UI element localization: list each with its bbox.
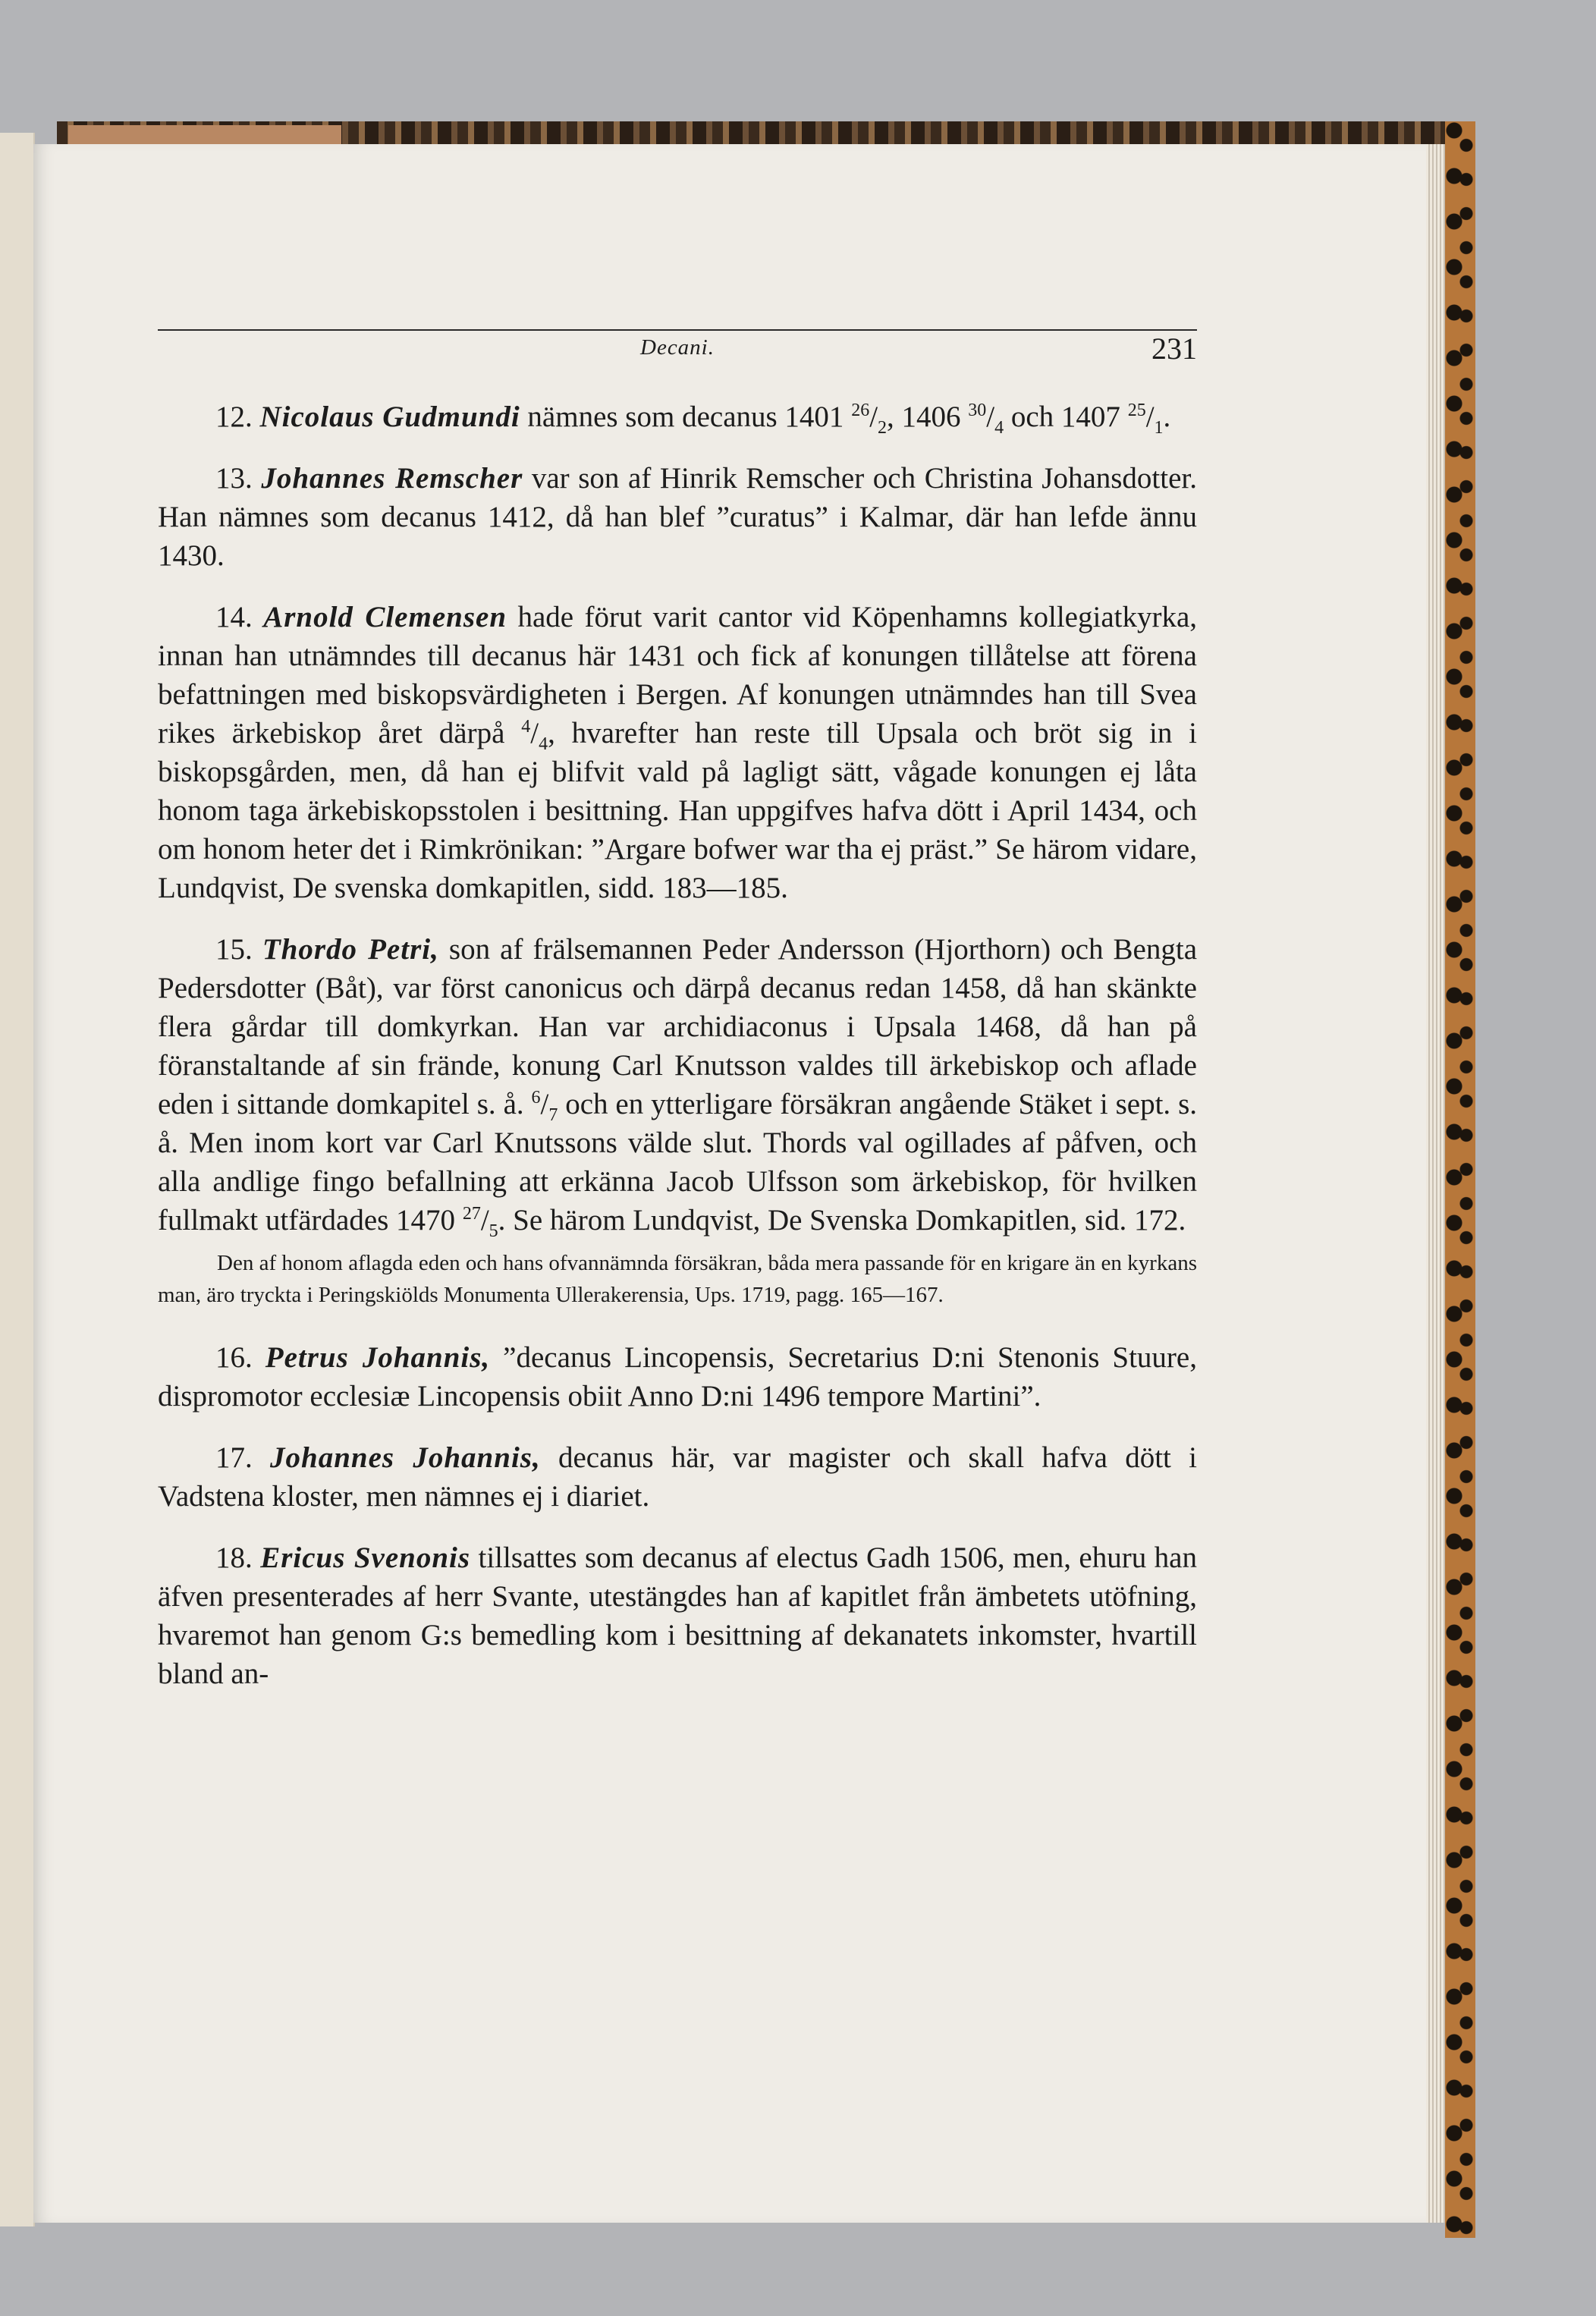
page-edges [1426, 144, 1447, 2223]
entry-name: Nicolaus Gudmundi [259, 401, 520, 433]
facing-page-edge [0, 133, 35, 2226]
running-header [158, 329, 1197, 379]
running-title: Decani. [640, 335, 715, 360]
entry-15-footnote: Den af honom aflagda eden och hans ofvannämnda försäkran, båda mera passande för en krigare än en kyrkans man, äro tryckta i Peringskiölds Monumenta Ullerakerensia, Ups. 1719, pagg. 165—167. [158, 1251, 1197, 1307]
header-rule [158, 329, 1197, 331]
entry-name: Johannes Johannis, [270, 1441, 541, 1474]
page-number: 231 [1151, 332, 1197, 366]
page-content [158, 281, 1197, 1716]
entry-13: 13. Johannes Remscher var son af Hinrik Remscher och Christina Johansdotter. Han nämnes som decanus 1412, då han blef ”curatus” i Kalmar, där han lefde ännu 1430. [158, 462, 1197, 572]
entry-17: 17. Johannes Johannis, decanus här, var magister och skall hafva dött i Vadstena kloster, men nämnes ej i diariet. [158, 1441, 1197, 1513]
entry-name: Ericus Svenonis [260, 1541, 471, 1574]
entry-name: Johannes Remscher [261, 462, 523, 495]
entry-14: 14. Arnold Clemensen hade förut varit cantor vid Köpenhamns kollegiatkyrka, innan han utnämndes till decanus här 1431 och fick af konungen tillåtelse att förena befattningen med biskopsvärdigheten i Bergen. Af konungen utnämndes han till Svea rikes ärkebiskop året därpå $^4/_4$, hvarefter han reste till Upsala och bröt sig in i biskopsgården, men, då han ej blifvit vald på lagligt sätt, vågade konungen ej låta honom taga ärkebiskopsstolen i besittning. Han uppgifves hafva dött i April 1434, och om honom heter det i Rimkrönikan: ”Argare bofwer war tha ej präst.” Se härom vidare, Lundqvist, De svenska domkapitlen, sidd. 183—185. [158, 601, 1198, 904]
leather-corner [68, 125, 341, 145]
entry-16: 16. Petrus Johannis, ”decanus Lincopensis, Secretarius D:ni Stenonis Stuure, dispromotor ecclesiæ Lincopensis obiit Anno D:ni 1496 tempore Martini”. [158, 1341, 1197, 1413]
marbled-cover-edge [1445, 121, 1475, 2238]
entry-name: Thordo Petri, [262, 933, 439, 966]
entry-name: Arnold Clemensen [263, 601, 507, 633]
entry-18: 18. Ericus Svenonis tillsattes som decanus af electus Gadh 1506, men, ehuru han äfven presenterades af herr Svante, utestängdes han af kapitlet från ämbetets utöfning, hvaremot han genom G:s bemedling kom i besittning af dekanatets inkomster, hvartill bland an- [158, 1541, 1197, 1690]
entry-15: 15. Thordo Petri, son af frälsemannen Peder Andersson (Hjorthorn) och Bengta Pedersdotter (Båt), var först canonicus och därpå decanus redan 1458, då han skänkte flera gårdar till domkyrkan. Han var archidiaconus i Upsala 1468, då han på föranstaltande af sin frände, konung Carl Knutsson valdes till ärkebiskop och aflade eden i sittande domkapitel s. å. $^6/_7$ och en ytterligare försäkran angående Stäket i sept. s. å. Men inom kort var Carl Knutssons välde slut. Thords val ogillades af påfven, och alla andlige fingo befallning att erkänna Jacob Ulfsson som ärkebiskop, för hvilken fullmakt utfärdades 1470 $^{27}/_5$. Se härom Lundqvist, De Svenska Domkapitlen, sid. 172. [158, 933, 1198, 1241]
entry-name: Petrus Johannis, [265, 1341, 491, 1374]
entry-list [158, 398, 1197, 1693]
entry-12: 12. Nicolaus Gudmundi nämnes som decanus 1401 $^{26}/_2$, 1406 $^{30}/_4$ och 1407 $^{25}/_1$. [215, 401, 1171, 438]
